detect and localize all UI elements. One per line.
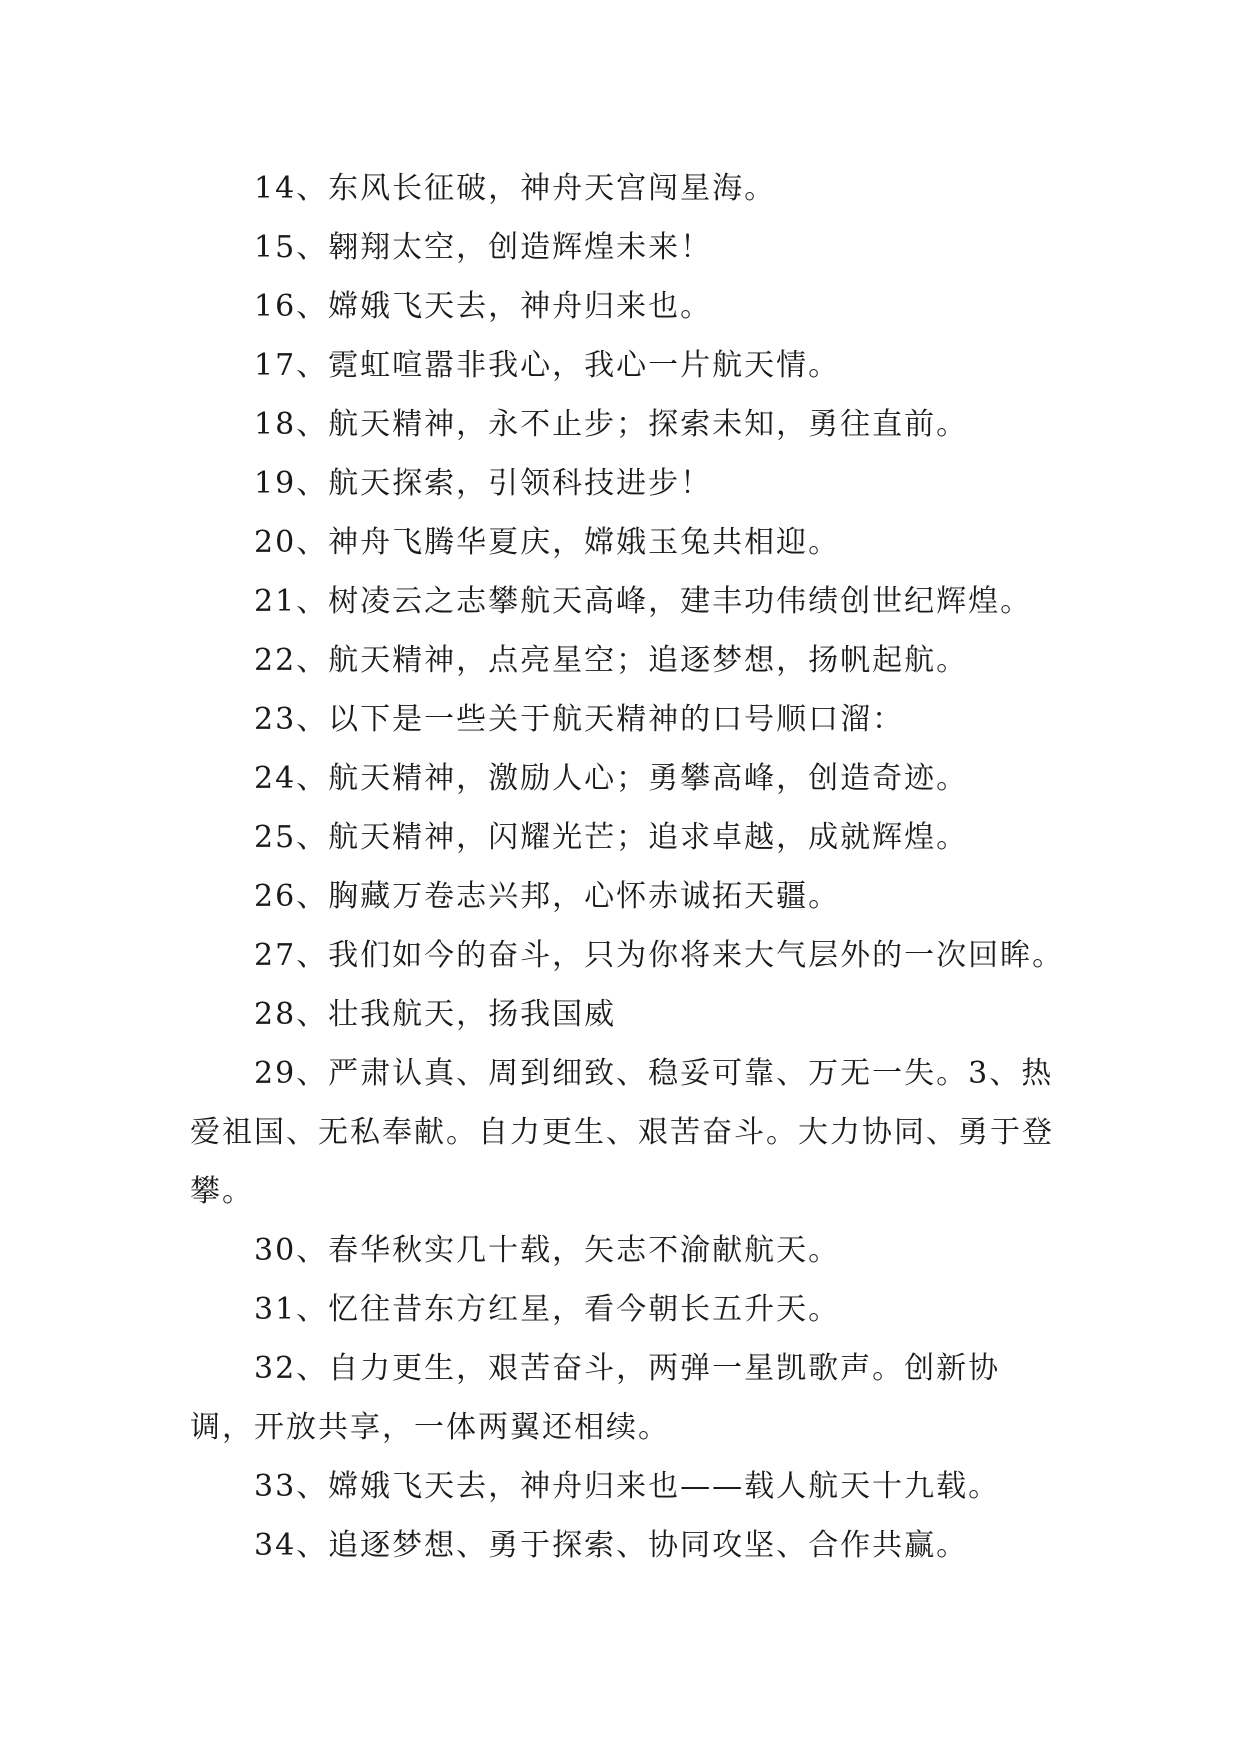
item-number: 20	[254, 525, 297, 560]
list-item-34	[190, 1516, 1060, 1575]
list-item-24	[190, 749, 1060, 808]
list-item-28	[190, 985, 1060, 1044]
list-item-22	[190, 631, 1060, 690]
item-number: 15	[254, 230, 297, 265]
item-number: 33	[254, 1469, 297, 1504]
item-text: 、追逐梦想、勇于探索、协同攻坚、合作共赢。	[296, 1528, 969, 1563]
list-item-23	[190, 690, 1060, 749]
item-text: 、树凌云之志攀航天高峰，建丰功伟绩创世纪辉煌。	[296, 584, 1033, 619]
item-text: 、以下是一些关于航天精神的口号顺口溜：	[296, 702, 905, 737]
list-item-31	[190, 1280, 1060, 1339]
item-text: 、航天精神，点亮星空；追逐梦想，扬帆起航。	[296, 643, 969, 678]
item-number: 24	[254, 761, 297, 796]
list-item-16	[190, 277, 1060, 336]
item-text: 、壮我航天，扬我国威	[296, 997, 617, 1032]
item-text: 、胸藏万卷志兴邦，心怀赤诚拓天疆。	[296, 879, 841, 914]
list-item-32	[190, 1339, 1060, 1457]
item-number: 31	[254, 1292, 297, 1327]
item-text: 、神舟飞腾华夏庆，嫦娥玉兔共相迎。	[296, 525, 841, 560]
list-item-25	[190, 808, 1060, 867]
list-item-29	[190, 1044, 1060, 1221]
item-text: 、嫦娥飞天去，神舟归来也——载人航天十九载。	[296, 1469, 1001, 1504]
list-item-17	[190, 336, 1060, 395]
item-text: 、航天精神，闪耀光芒；追求卓越，成就辉煌。	[296, 820, 969, 855]
list-item-19	[190, 454, 1060, 513]
item-text: 、忆往昔东方红星，看今朝长五升天。	[296, 1292, 841, 1327]
item-number: 17	[254, 348, 297, 383]
item-text: 、航天精神，永不止步；探索未知，勇往直前。	[296, 407, 969, 442]
item-number: 32	[254, 1351, 297, 1386]
list-item-26	[190, 867, 1060, 926]
list-item-20	[190, 513, 1060, 572]
item-text: 、春华秋实几十载，矢志不渝献航天。	[296, 1233, 841, 1268]
item-number: 22	[254, 643, 297, 678]
item-number: 14	[254, 171, 297, 206]
item-number: 18	[254, 407, 297, 442]
list-item-30	[190, 1221, 1060, 1280]
item-number: 23	[254, 702, 297, 737]
item-text: 、航天精神，激励人心；勇攀高峰，创造奇迹。	[296, 761, 969, 796]
item-text: 、嫦娥飞天去，神舟归来也。	[296, 289, 713, 324]
list-item-27	[190, 926, 1065, 985]
item-number: 27	[254, 938, 297, 973]
item-text: 、严肃认真、周到细致、稳妥可靠、万无一失。3、热爱祖国、无私奉献。自力更生、艰苦奋斗。大力协同、勇于登攀。	[190, 1056, 1054, 1209]
item-number: 29	[254, 1056, 297, 1091]
item-number: 21	[254, 584, 297, 619]
list-item-15	[190, 218, 1060, 277]
item-number: 16	[254, 289, 297, 324]
list-item-14	[190, 159, 1060, 218]
list-item-33	[190, 1457, 1060, 1516]
document-body	[190, 159, 1065, 1575]
item-text: 、我们如今的奋斗，只为你将来大气层外的一次回眸。	[296, 938, 1065, 973]
item-number: 19	[254, 466, 297, 501]
item-number: 25	[254, 820, 297, 855]
item-number: 34	[254, 1528, 297, 1563]
item-text: 、东风长征破，神舟天宫闯星海。	[296, 171, 777, 206]
item-text: 、翱翔太空，创造辉煌未来！	[296, 230, 713, 265]
item-number: 30	[254, 1233, 297, 1268]
item-number: 26	[254, 879, 297, 914]
item-text: 、航天探索，引领科技进步！	[296, 466, 713, 501]
list-item-18	[190, 395, 1060, 454]
list-item-21	[190, 572, 1060, 631]
item-number: 28	[254, 997, 297, 1032]
item-text: 、自力更生，艰苦奋斗，两弹一星凯歌声。创新协调，开放共享，一体两翼还相续。	[190, 1351, 1001, 1445]
item-text: 、霓虹喧嚣非我心，我心一片航天情。	[296, 348, 841, 383]
